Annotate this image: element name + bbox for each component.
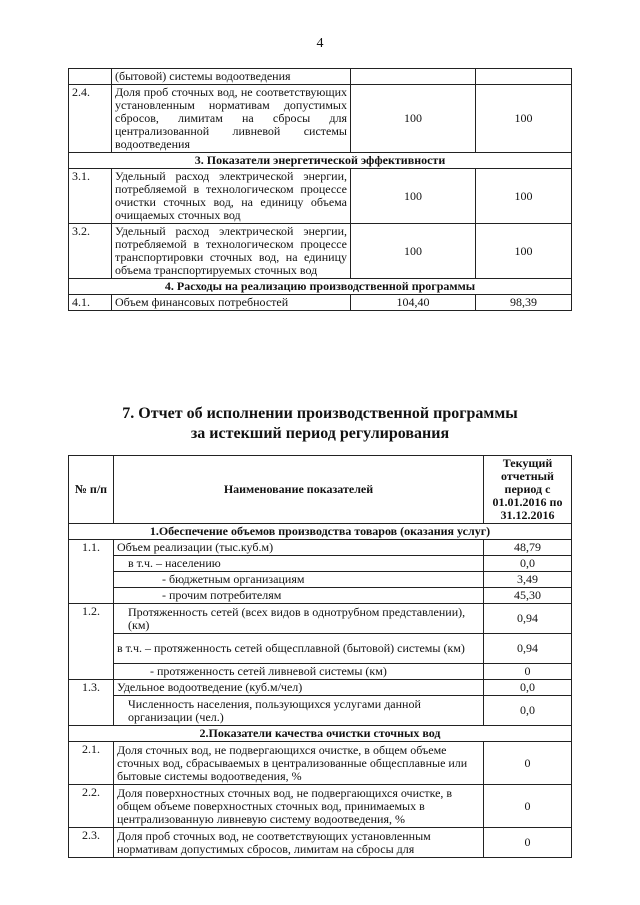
table-row — [69, 224, 572, 279]
table-row — [69, 664, 572, 680]
row-num: 4.1. — [69, 295, 112, 311]
table-row — [69, 828, 572, 858]
row-value-plan: 100 — [351, 224, 476, 279]
section-title: 2.Показатели качества очистки сточных вод — [69, 726, 572, 742]
row-num: 2.1. — [69, 742, 114, 785]
table-row — [69, 169, 572, 224]
table-row — [69, 604, 572, 634]
section-row — [69, 279, 572, 295]
row-num — [69, 69, 112, 85]
table-row — [69, 742, 572, 785]
row-num: 2.4. — [69, 85, 112, 153]
row-value: 0,94 — [484, 634, 572, 664]
section-row — [69, 726, 572, 742]
row-name: - бюджетным организациям — [114, 572, 484, 588]
report-heading-line1: 7. Отчет об исполнении производственной программы — [122, 405, 518, 422]
row-name: Объем реализации (тыс.куб.м) — [114, 540, 484, 556]
row-name: Доля проб сточных вод, не соответствующих установленным нормативам допустимых сбросов, лимитам на сбросы для — [114, 828, 484, 858]
indicators-table-continued — [68, 68, 572, 311]
table-row — [69, 85, 572, 153]
report-heading — [0, 404, 640, 444]
row-name: (бытовой) системы водоотведения — [112, 69, 351, 85]
row-value: 0 — [484, 828, 572, 858]
row-name: Численность населения, пользующихся услугами данной организации (чел.) — [114, 696, 484, 726]
section-title: 1.Обеспечение объемов производства товаров (оказания услуг) — [69, 524, 572, 540]
table-row — [69, 556, 572, 572]
row-num: 3.2. — [69, 224, 112, 279]
row-name: Протяженность сетей (всех видов в однотрубном представлении), (км) — [114, 604, 484, 634]
row-value-plan — [351, 69, 476, 85]
table-row — [69, 69, 572, 85]
report-heading-line2: за истекший период регулирования — [190, 425, 450, 442]
row-value-fact — [476, 69, 572, 85]
row-name: в т.ч. – протяженность сетей общесплавной (бытовой) системы (км) — [114, 634, 484, 664]
section-title: 3. Показатели энергетической эффективности — [69, 153, 572, 169]
row-value: 0,0 — [484, 556, 572, 572]
row-value: 0,0 — [484, 696, 572, 726]
row-value-fact: 100 — [476, 85, 572, 153]
row-value-plan: 100 — [351, 85, 476, 153]
row-num: 1.2. — [69, 604, 114, 680]
table-row — [69, 696, 572, 726]
row-name: Удельный расход электрической энергии, потребляемой в технологическом процессе транспортировки сточных вод, на единицу объема транспортируемых сточных вод — [112, 224, 351, 279]
row-name: Объем финансовых потребностей — [112, 295, 351, 311]
row-name: Доля сточных вод, не подвергающихся очистке, в общем объеме сточных вод, сбрасываемых в централизованные общесплавные или бытовые системы водоотведения, % — [114, 742, 484, 785]
section-title: 4. Расходы на реализацию производственной программы — [69, 279, 572, 295]
execution-report-table — [68, 455, 572, 858]
row-value-fact: 100 — [476, 169, 572, 224]
row-value: 0,0 — [484, 680, 572, 696]
row-name: Удельный расход электрической энергии, потребляемой в технологическом процессе очистки сточных вод, на единицу объема очищаемых сточных вод — [112, 169, 351, 224]
table-row — [69, 295, 572, 311]
row-num: 2.3. — [69, 828, 114, 858]
row-num: 2.2. — [69, 785, 114, 828]
table-row — [69, 572, 572, 588]
row-name: Удельное водоотведение (куб.м/чел) — [114, 680, 484, 696]
table-header-row — [69, 456, 572, 524]
table-row — [69, 680, 572, 696]
section-row — [69, 524, 572, 540]
row-value-plan: 104,40 — [351, 295, 476, 311]
row-name: Доля проб сточных вод, не соответствующих установленным нормативам допустимых сбросов, лимитам на сбросы для централизованной ливневой системы водоотведения — [112, 85, 351, 153]
row-name: Доля поверхностных сточных вод, не подвергающихся очистке, в общем объеме поверхностных сточных вод, принимаемых в централизованную ливневую систему водоотведения, % — [114, 785, 484, 828]
row-value-fact: 98,39 — [476, 295, 572, 311]
row-value: 0 — [484, 664, 572, 680]
row-name: - прочим потребителям — [114, 588, 484, 604]
row-value-plan: 100 — [351, 169, 476, 224]
table-row — [69, 634, 572, 664]
row-name: - протяженность сетей ливневой системы (км) — [114, 664, 484, 680]
row-value: 0 — [484, 785, 572, 828]
header-num: № п/п — [69, 456, 114, 524]
section-row — [69, 153, 572, 169]
table-row — [69, 588, 572, 604]
row-num: 1.3. — [69, 680, 114, 726]
row-num: 3.1. — [69, 169, 112, 224]
row-value: 0,94 — [484, 604, 572, 634]
page-number: 4 — [316, 36, 324, 51]
row-value: 3,49 — [484, 572, 572, 588]
header-name: Наименование показателей — [114, 456, 484, 524]
row-value-fact: 100 — [476, 224, 572, 279]
table-row — [69, 540, 572, 556]
row-num: 1.1. — [69, 540, 114, 604]
header-period: Текущий отчетный период с 01.01.2016 по 31.12.2016 — [484, 456, 572, 524]
row-value: 45,30 — [484, 588, 572, 604]
table-row — [69, 785, 572, 828]
row-name: в т.ч. – населению — [114, 556, 484, 572]
row-value: 48,79 — [484, 540, 572, 556]
row-value: 0 — [484, 742, 572, 785]
